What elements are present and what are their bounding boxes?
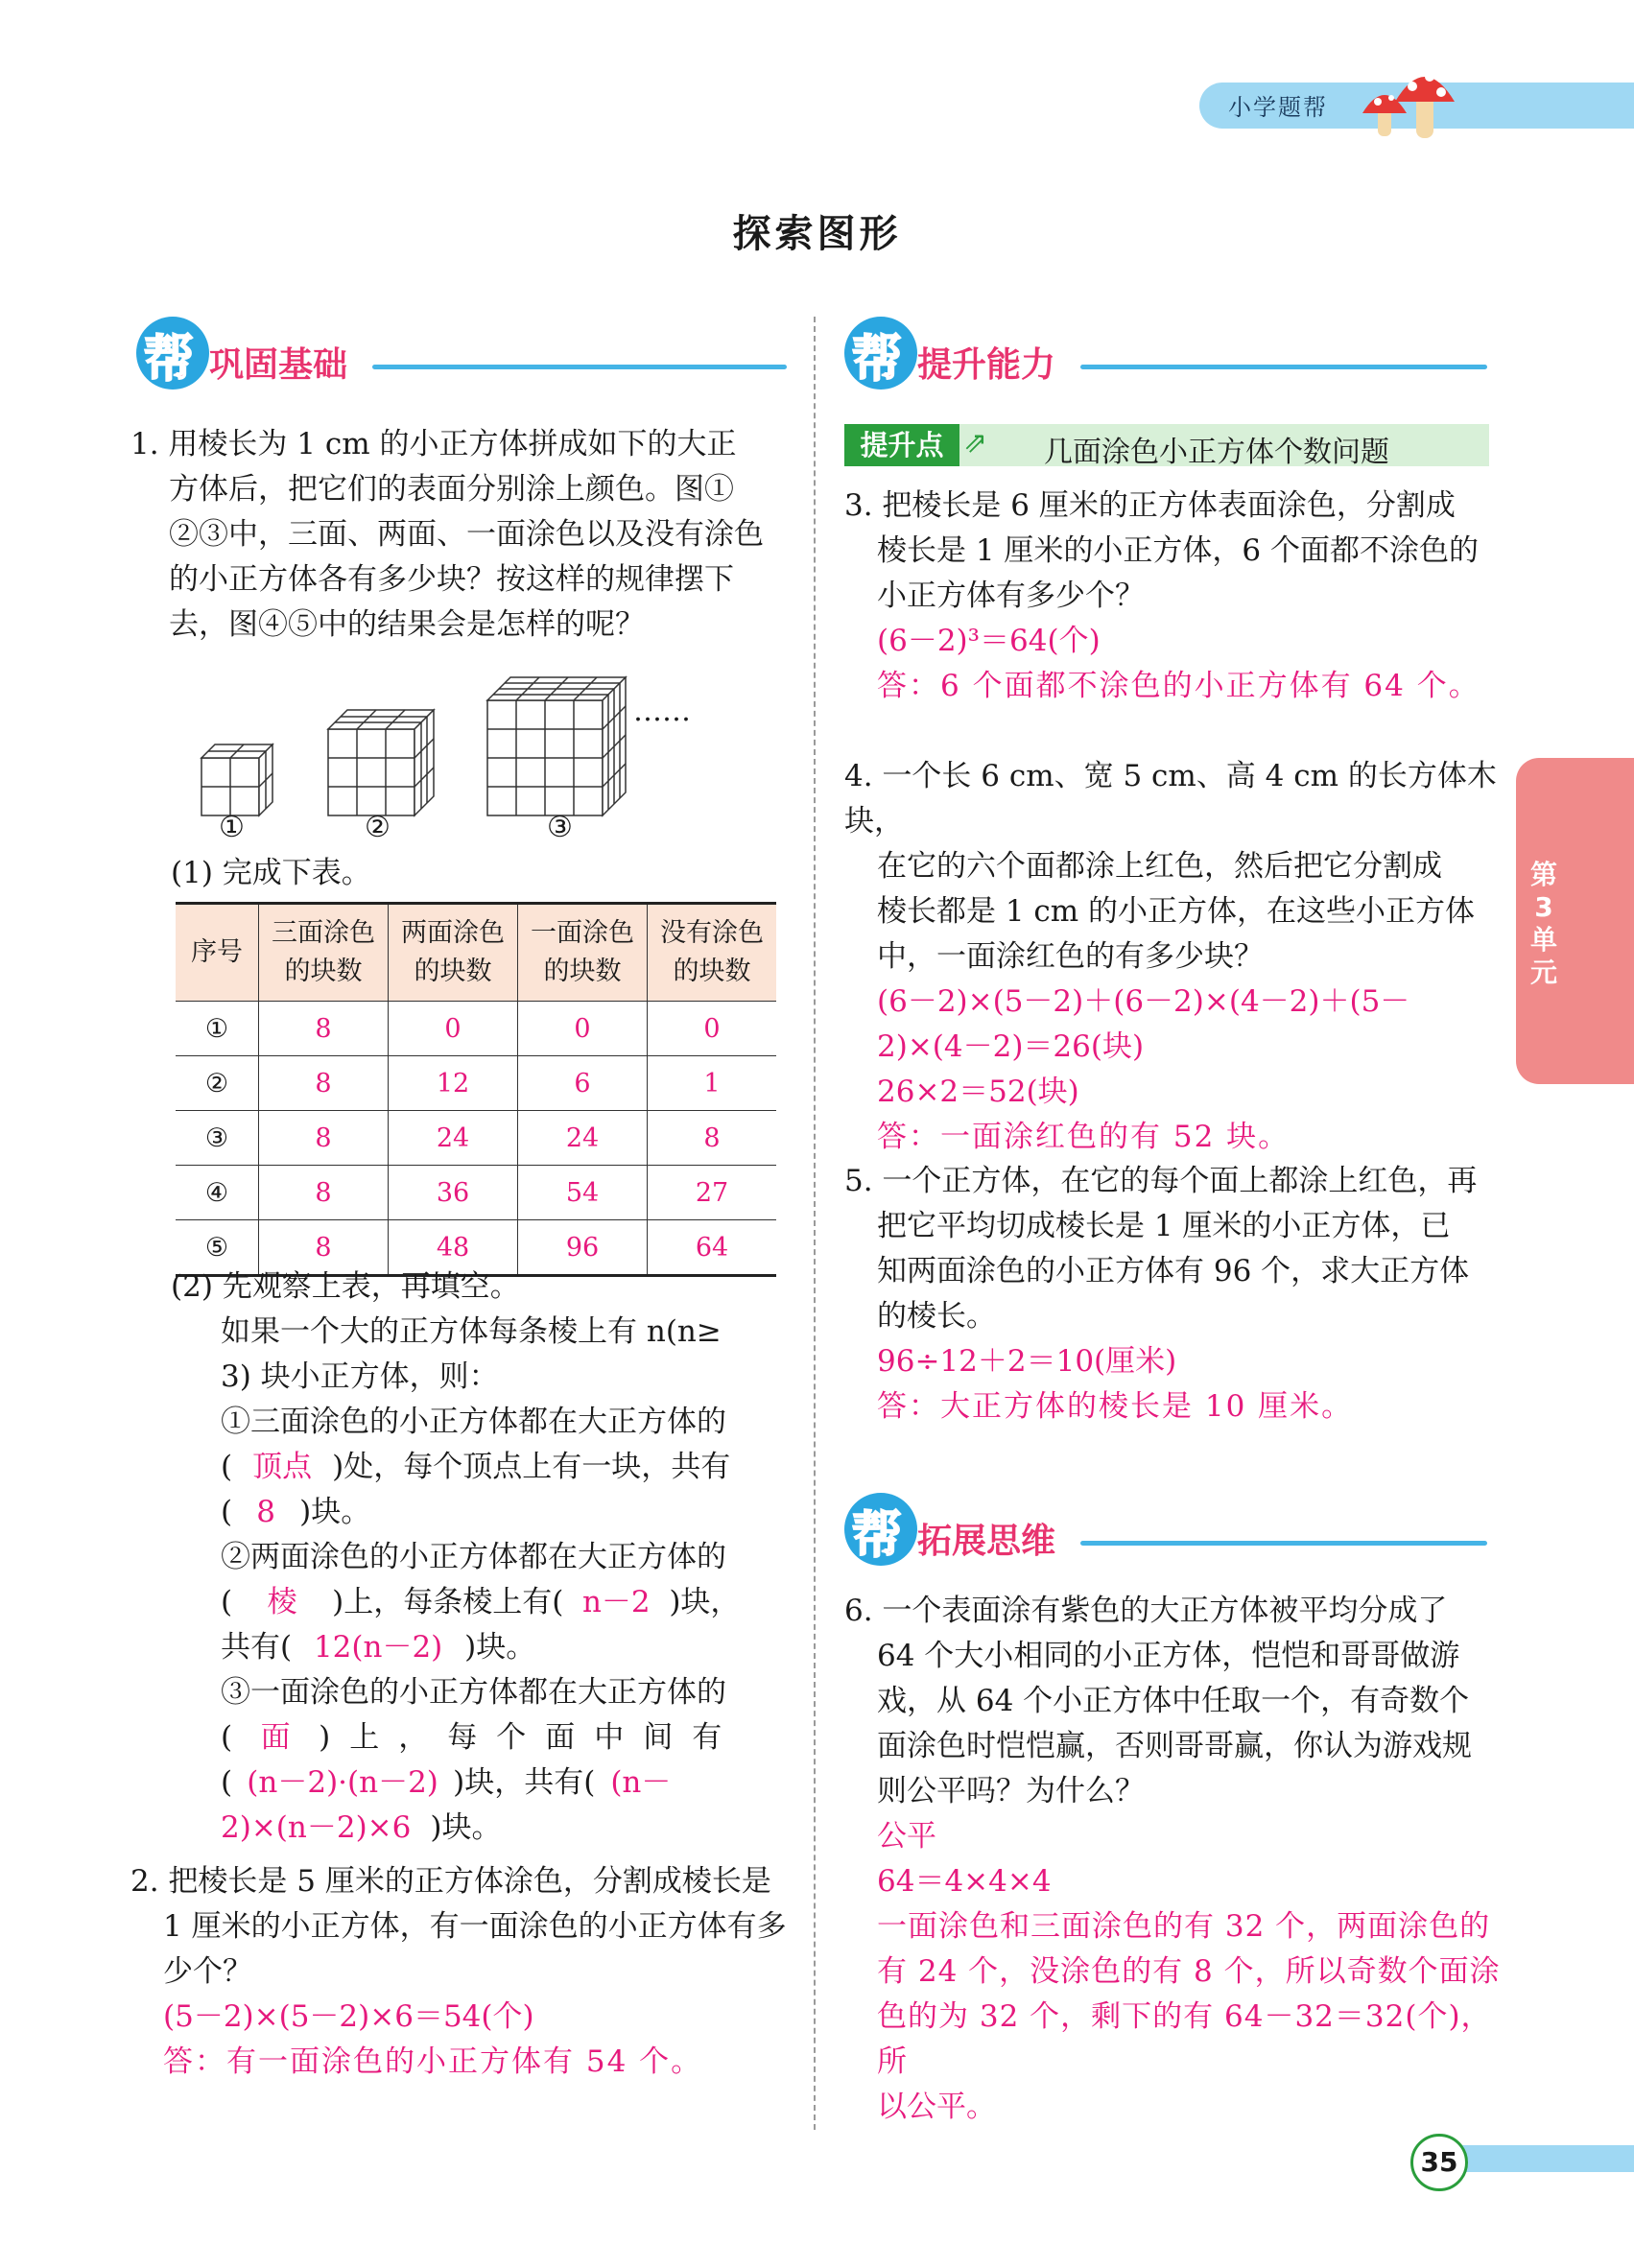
q6-answer: 64＝4×4×4 <box>877 1864 1052 1899</box>
table-cell: 0 <box>518 1002 648 1056</box>
q1-line: 方体后，把它们的表面分别涂上颜色。图① <box>169 472 734 507</box>
q4-answer: (6－2)×(5－2)＋(6－2)×(4－2)＋(5－ <box>877 984 1410 1019</box>
q5-line: 知两面涂色的小正方体有 96 个，求大正方体 <box>877 1254 1470 1288</box>
table-cell-index: ④ <box>176 1166 259 1220</box>
brand-label: 小学题帮 <box>1228 94 1328 121</box>
table-cell: 8 <box>259 1002 389 1056</box>
table-header-cell <box>389 904 518 1002</box>
q6-line: 戏，从 64 个小正方体中任取一个，有奇数个 <box>877 1684 1470 1718</box>
part2-label: (2) 先观察上表，再填空。 <box>171 1269 520 1304</box>
table-cell: 54 <box>518 1166 648 1220</box>
q1-line: 的小正方体各有多少块？按这样的规律摆下 <box>169 562 734 597</box>
table-row <box>176 1111 776 1166</box>
cube-figure-2 <box>328 710 434 815</box>
figure-ellipsis: …… <box>633 695 691 728</box>
fill-2-blank-line: ( 棱 )上，每条棱上有( n－2 )块， <box>171 1580 794 1625</box>
cube-figures <box>192 652 729 854</box>
answer-blank: 8 <box>256 1495 275 1529</box>
table-cell: 6 <box>518 1056 648 1111</box>
table-header-cell <box>518 904 648 1002</box>
table-cell: 24 <box>518 1111 648 1166</box>
q4-answer: 26×2＝52(块) <box>877 1075 1079 1109</box>
fill-2-line: ②两面涂色的小正方体都在大正方体的 <box>221 1540 726 1574</box>
q3-answer: 答：6 个面都不涂色的小正方体有 64 个。 <box>877 669 1480 703</box>
q3-line: 小正方体有多少个？ <box>877 579 1145 613</box>
q4-line: 中，一面涂红色的有多少块？ <box>877 939 1264 974</box>
table-cell: 64 <box>648 1220 777 1276</box>
fill-text: )块。 <box>430 1810 502 1845</box>
section-label: 拓展思维 <box>917 1522 1056 1561</box>
question-3-text <box>844 484 1497 709</box>
table-cell: 36 <box>389 1166 518 1220</box>
table-cell: 96 <box>518 1220 648 1276</box>
answer-blank: 顶点 <box>252 1450 313 1484</box>
question-6-text <box>844 1589 1506 2130</box>
section-header-consolidate <box>136 317 789 403</box>
q5-line: 5. 一个正方体，在它的每个面上都涂上红色，再 <box>844 1164 1478 1198</box>
answer-blank: (n－ <box>610 1765 672 1800</box>
painted-cubes-table <box>176 902 776 1277</box>
q6-line: 则公平吗？为什么？ <box>877 1774 1145 1808</box>
fill-text: )块。 <box>299 1495 371 1529</box>
question-5-text <box>844 1159 1506 1429</box>
arrow-icon: ⇗ <box>963 426 988 460</box>
q5-answer: 96÷12＋2＝10(厘米) <box>877 1344 1177 1379</box>
header-line: 两面涂色 <box>401 918 505 948</box>
fill-text: )块，共有( <box>453 1765 596 1800</box>
header-line: 的块数 <box>543 957 622 986</box>
fill-text: )上，每条棱上有( <box>332 1585 564 1619</box>
section-label: 巩固基础 <box>209 345 348 385</box>
header-line: 没有涂色 <box>660 918 764 948</box>
table-header-cell: 序号 <box>176 904 259 1002</box>
tisheng-tag: 提升点 <box>844 424 959 466</box>
table-cell: 8 <box>259 1220 389 1276</box>
table-cell: 12 <box>389 1056 518 1111</box>
part2-intro: 3) 块小正方体，则： <box>221 1359 499 1394</box>
fill-2-blank-line <box>171 1625 794 1670</box>
fill-3-blank-line: ( (n－2)·(n－2) )块，共有( (n－ <box>171 1760 794 1806</box>
fill-1-blank-line: ( 顶点 )处，每个顶点上有一块，共有 <box>171 1445 794 1490</box>
q6-line: 64 个大小相同的小正方体，恺恺和哥哥做游 <box>877 1639 1460 1673</box>
table-cell-index: ⑤ <box>176 1220 259 1276</box>
table-cell: 24 <box>389 1111 518 1166</box>
section-rule <box>372 365 787 369</box>
column-divider <box>814 317 816 2130</box>
header-line: 的块数 <box>673 957 751 986</box>
table-cell-index: ② <box>176 1056 259 1111</box>
table-cell: 0 <box>648 1002 777 1056</box>
section-badge-char: 帮 <box>144 331 195 389</box>
figure-label-3: ③ <box>547 811 573 844</box>
q2-answer: (5－2)×(5－2)×6＝54(个) <box>163 1999 534 2034</box>
header-line: 一面涂色 <box>531 918 634 948</box>
q1-line: 1. 用棱长为 1 cm 的小正方体拼成如下的大正 <box>130 427 737 461</box>
header-line: 的块数 <box>414 957 492 986</box>
section-header-expand <box>844 1493 1497 1579</box>
answer-blank: (n－2)·(n－2) <box>247 1765 438 1800</box>
table-row <box>176 1002 776 1056</box>
fill-text: )块， <box>669 1585 741 1619</box>
q6-answer: 有 24 个，没涂色的有 8 个，所以奇数个面涂 <box>877 1954 1501 1989</box>
q6-answer: 色的为 32 个，剩下的有 64－32＝32(个)，所 <box>877 1999 1492 2079</box>
q6-answer: 公平 <box>877 1819 936 1854</box>
q1-line: 去，图④⑤中的结果会是怎样的呢？ <box>169 607 645 642</box>
q6-answer: 以公平。 <box>877 2090 996 2124</box>
figure-label-2: ② <box>365 811 391 844</box>
section-badge-char: 帮 <box>852 1507 903 1565</box>
answer-blank: n－2 <box>581 1585 651 1619</box>
figure-label-1: ① <box>219 811 245 844</box>
header-line: 的块数 <box>284 957 363 986</box>
q3-line: 棱长是 1 厘米的小正方体，6 个面都不涂色的 <box>877 533 1480 568</box>
page-number: 35 <box>1410 2134 1468 2191</box>
table-cell: 1 <box>648 1056 777 1111</box>
page-title: 探索图形 <box>732 212 902 256</box>
header-line: 三面涂色 <box>272 918 375 948</box>
fill-3-blank-line: ( 面 )上，每个面中间有 <box>171 1715 794 1760</box>
cube-figure-3 <box>487 677 626 815</box>
fill-text: )处，每个顶点上有一块，共有 <box>332 1450 731 1484</box>
q4-answer: 答：一面涂红色的有 52 块。 <box>877 1120 1291 1154</box>
q2-line: 2. 把棱长是 5 厘米的正方体涂色，分割成棱长是 <box>130 1864 771 1899</box>
q3-answer: (6－2)³＝64(个) <box>877 624 1101 658</box>
table-cell: 48 <box>389 1220 518 1276</box>
q2-answer: 答：有一面涂色的小正方体有 54 个。 <box>163 2044 703 2079</box>
question-2-text <box>130 1859 802 2085</box>
q4-line: 4. 一个长 6 cm、宽 5 cm、高 4 cm 的长方体木块， <box>844 759 1497 839</box>
answer-blank: 12(n－2) <box>313 1630 443 1665</box>
fill-1-blank-line: ( 8 )块。 <box>171 1490 794 1535</box>
mushroom-icon <box>1353 58 1468 150</box>
answer-blank: 面 <box>260 1720 291 1755</box>
table-cell-index: ③ <box>176 1111 259 1166</box>
table-cell: 8 <box>259 1056 389 1111</box>
table-row <box>176 1166 776 1220</box>
table-cell: 8 <box>259 1111 389 1166</box>
question-4-text <box>844 754 1506 1160</box>
q5-line: 的棱长。 <box>877 1299 996 1334</box>
q1-part1-label: (1) 完成下表。 <box>171 856 371 890</box>
section-badge-char: 帮 <box>852 331 903 389</box>
table-cell: 8 <box>648 1111 777 1166</box>
table-cell-index: ① <box>176 1002 259 1056</box>
q6-line: 面涂色时恺恺赢，否则哥哥赢，你认为游戏规 <box>877 1729 1472 1763</box>
q2-line: 1 厘米的小正方体，有一面涂色的小正方体有多 <box>163 1909 787 1944</box>
q6-answer: 一面涂色和三面涂色的有 32 个，两面涂色的 <box>877 1909 1491 1944</box>
q5-line: 把它平均切成棱长是 1 厘米的小正方体，已 <box>877 1209 1451 1243</box>
table-row <box>176 1056 776 1111</box>
question-1-text <box>130 422 793 648</box>
fill-text: )上，每个面中间有 <box>319 1720 742 1755</box>
section-label: 提升能力 <box>917 345 1056 385</box>
fill-text: 共有( <box>221 1630 293 1665</box>
table-header-cell <box>259 904 389 1002</box>
section-rule <box>1080 1541 1487 1546</box>
table-cell: 0 <box>389 1002 518 1056</box>
cube-figure-1 <box>201 744 272 815</box>
page-number-bar <box>1449 2145 1634 2172</box>
q1-part2 <box>171 1264 794 1851</box>
fill-1-line: ①三面涂色的小正方体都在大正方体的 <box>221 1405 726 1439</box>
unit-tab-label: 第3单元 <box>1529 859 1557 988</box>
q3-line: 3. 把棱长是 6 厘米的正方体表面涂色，分割成 <box>844 488 1456 523</box>
q2-line: 少个？ <box>163 1954 252 1989</box>
section-header-improve <box>844 317 1497 403</box>
table-header-cell <box>648 904 777 1002</box>
q4-line: 在它的六个面都涂上红色，然后把它分割成 <box>877 849 1442 884</box>
fill-3-line: ③一面涂色的小正方体都在大正方体的 <box>221 1675 726 1710</box>
q6-line: 6. 一个表面涂有紫色的大正方体被平均分成了 <box>844 1594 1448 1628</box>
part2-intro: 如果一个大的正方体每条棱上有 n(n≥ <box>221 1314 722 1349</box>
q5-answer: 答：大正方体的棱长是 10 厘米。 <box>877 1389 1354 1424</box>
section-rule <box>1080 365 1487 369</box>
answer-blank: 棱 <box>267 1585 297 1619</box>
fill-text: )块。 <box>464 1630 536 1665</box>
table-cell: 27 <box>648 1166 777 1220</box>
table-header-row <box>176 904 776 1002</box>
table-cell: 8 <box>259 1166 389 1220</box>
q4-line: 棱长都是 1 cm 的小正方体，在这些小正方体 <box>877 894 1476 929</box>
fill-3-blank-line <box>171 1806 794 1851</box>
q1-line: ②③中，三面、两面、一面涂色以及没有涂色 <box>169 517 764 552</box>
answer-blank: 2)×(n－2)×6 <box>221 1810 412 1845</box>
q4-answer: 2)×(4－2)＝26(块) <box>877 1029 1145 1064</box>
tisheng-topic: 几面涂色小正方体个数问题 <box>1044 436 1389 469</box>
